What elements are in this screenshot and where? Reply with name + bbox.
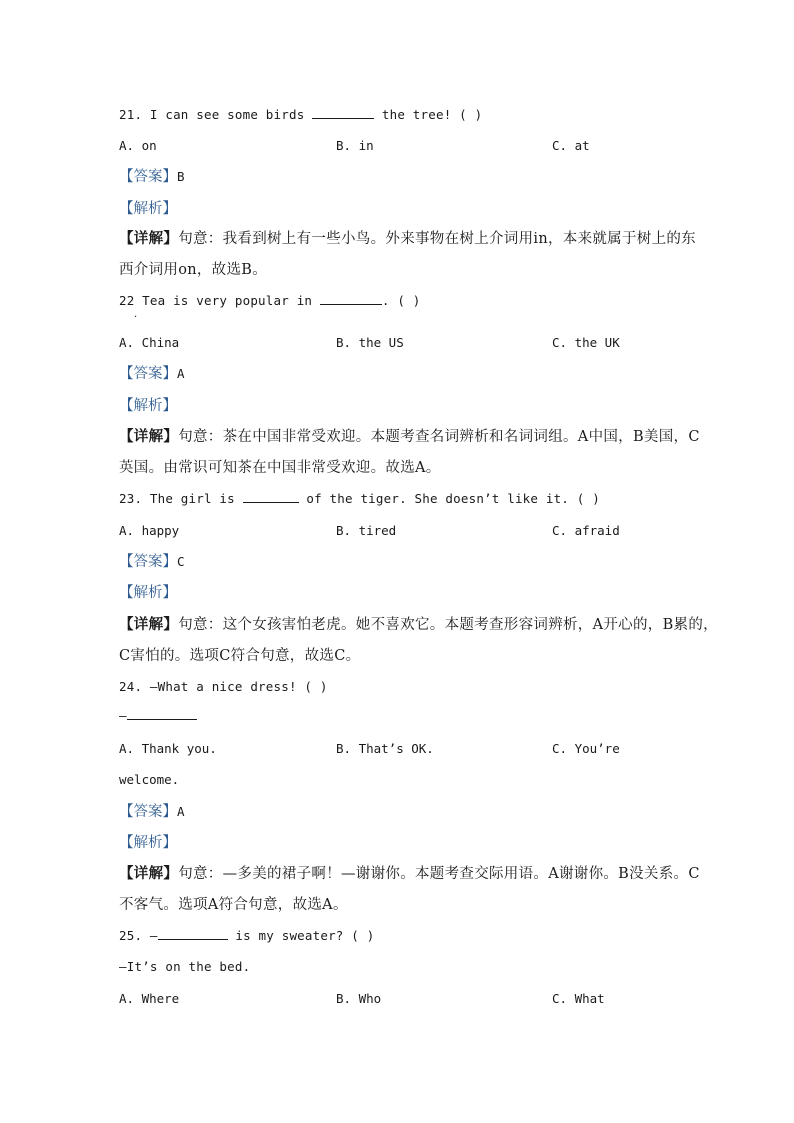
question-25-stem: 25. — is my sweater? ( ) [119,928,375,943]
q25-reply: —It’s on the bed. [119,959,251,974]
question-23-stem: 23. The girl is of the tiger. She doesn’t like it. ( ) [119,491,600,506]
q21-detail-line-1: 【详解】句意：我看到树上有一些小鸟。外来事物在树上介词用in，本来就属于树上的东 [119,230,696,247]
q22-detail-line-1: 【详解】句意：茶在中国非常受欢迎。本题考查名词辨析和名词词组。A中国，B美国，C [119,428,700,445]
q25-option-c: C. What [552,991,605,1006]
q23-option-c: C. afraid [552,523,620,538]
q21-detail-line-2: 西介词用on，故选B。 [119,262,268,278]
q21-option-c: C. at [552,138,590,153]
q24-answer: 【答案】A [119,804,185,820]
q23-detail-line-1: 【详解】句意：这个女孩害怕老虎。她不喜欢它。本题考查形容词辨析，A开心的，B累的， [119,616,718,633]
q22-analysis-label: 【解析】 [119,398,177,414]
q25-option-b: B. Who [336,991,382,1006]
q25-option-a: A. Where [119,991,180,1006]
q22-detail-line-2: 英国。由常识可知茶在中国非常受欢迎。故选A。 [119,460,441,476]
q21-answer: 【答案】B [119,169,185,185]
q22-answer: 【答案】A [119,366,185,382]
q24-option-c: C. You’re [552,741,620,756]
answer-blank [127,718,197,720]
question-21-stem: 21. I can see some birds the tree! ( ) [119,107,483,122]
q22-option-a: A. China [119,335,180,350]
q24-detail-line-1: 【详解】句意：—多美的裙子啊！—谢谢你。本题考查交际用语。A谢谢你。B没关系。C [119,865,700,882]
q23-analysis-label: 【解析】 [119,585,177,601]
answer-blank [312,117,374,119]
q21-analysis-label: 【解析】 [119,201,177,217]
answer-blank [243,501,299,503]
q23-answer: 【答案】C [119,554,185,570]
q22-option-b: B. the US [336,335,404,350]
q24-option-b: B. That’s OK. [336,741,434,756]
q22-option-c: C. the UK [552,335,620,350]
q24-option-a: A. Thank you. [119,741,217,756]
answer-blank [158,938,228,940]
q24-reply-blank: — [119,708,197,723]
q23-option-b: B. tired [336,523,397,538]
q23-detail-line-2: C害怕的。选项C符合句意，故选C。 [119,648,361,664]
answer-blank [320,303,382,305]
stray-dot: · [134,312,138,323]
q24-analysis-label: 【解析】 [119,835,177,851]
q24-option-c-continued: welcome. [119,772,180,787]
q21-option-b: B. in [336,138,374,153]
q23-option-a: A. happy [119,523,180,538]
question-24-stem: 24. —What a nice dress! ( ) [119,679,328,694]
q21-option-a: A. on [119,138,157,153]
question-22-stem: 22 Tea is very popular in . ( ) [119,293,421,308]
q24-detail-line-2: 不客气。选项A符合句意，故选A。 [119,897,348,913]
